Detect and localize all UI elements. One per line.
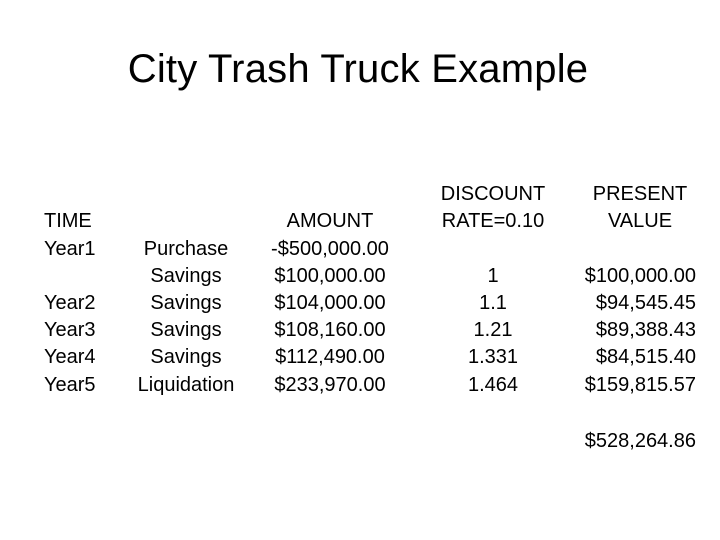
row-factor: 1 bbox=[487, 265, 499, 287]
row-amount: -$500,000.00 bbox=[271, 238, 389, 260]
slide-title-text: City Trash Truck Example bbox=[127, 47, 589, 91]
row-factor: 1.1 bbox=[479, 292, 507, 314]
row-present-value: $159,815.57 bbox=[584, 374, 696, 396]
header-value: VALUE bbox=[607, 210, 673, 232]
row-present-value: $100,000.00 bbox=[584, 265, 696, 287]
row-present-value: $84,515.40 bbox=[595, 346, 696, 368]
row-amount: $108,160.00 bbox=[274, 319, 386, 341]
row-factor: 1.21 bbox=[473, 319, 513, 341]
row-factor: 1.331 bbox=[467, 346, 519, 368]
row-time: Year1 bbox=[44, 238, 96, 260]
row-description: Purchase bbox=[143, 238, 229, 260]
row-time: Year4 bbox=[44, 346, 96, 368]
row-description: Savings bbox=[150, 319, 222, 341]
header-amount: AMOUNT bbox=[286, 210, 374, 232]
row-amount: $104,000.00 bbox=[274, 292, 386, 314]
header-discount: DISCOUNT bbox=[440, 183, 546, 205]
row-factor: 1.464 bbox=[467, 374, 519, 396]
row-amount: $233,970.00 bbox=[274, 374, 386, 396]
header-time: TIME bbox=[44, 210, 92, 232]
header-rate: RATE=0.10 bbox=[441, 210, 545, 232]
row-amount: $100,000.00 bbox=[274, 265, 386, 287]
row-present-value: $94,545.45 bbox=[595, 292, 696, 314]
row-time: Year3 bbox=[44, 319, 96, 341]
row-time: Year5 bbox=[44, 374, 96, 396]
total-present-value: $528,264.86 bbox=[584, 430, 696, 452]
row-present-value: $89,388.43 bbox=[595, 319, 696, 341]
row-description: Savings bbox=[150, 346, 222, 368]
header-present: PRESENT bbox=[592, 183, 688, 205]
row-description: Savings bbox=[150, 265, 222, 287]
row-time: Year2 bbox=[44, 292, 96, 314]
row-description: Liquidation bbox=[137, 374, 235, 396]
row-amount: $112,490.00 bbox=[275, 346, 385, 368]
row-description: Savings bbox=[150, 292, 222, 314]
